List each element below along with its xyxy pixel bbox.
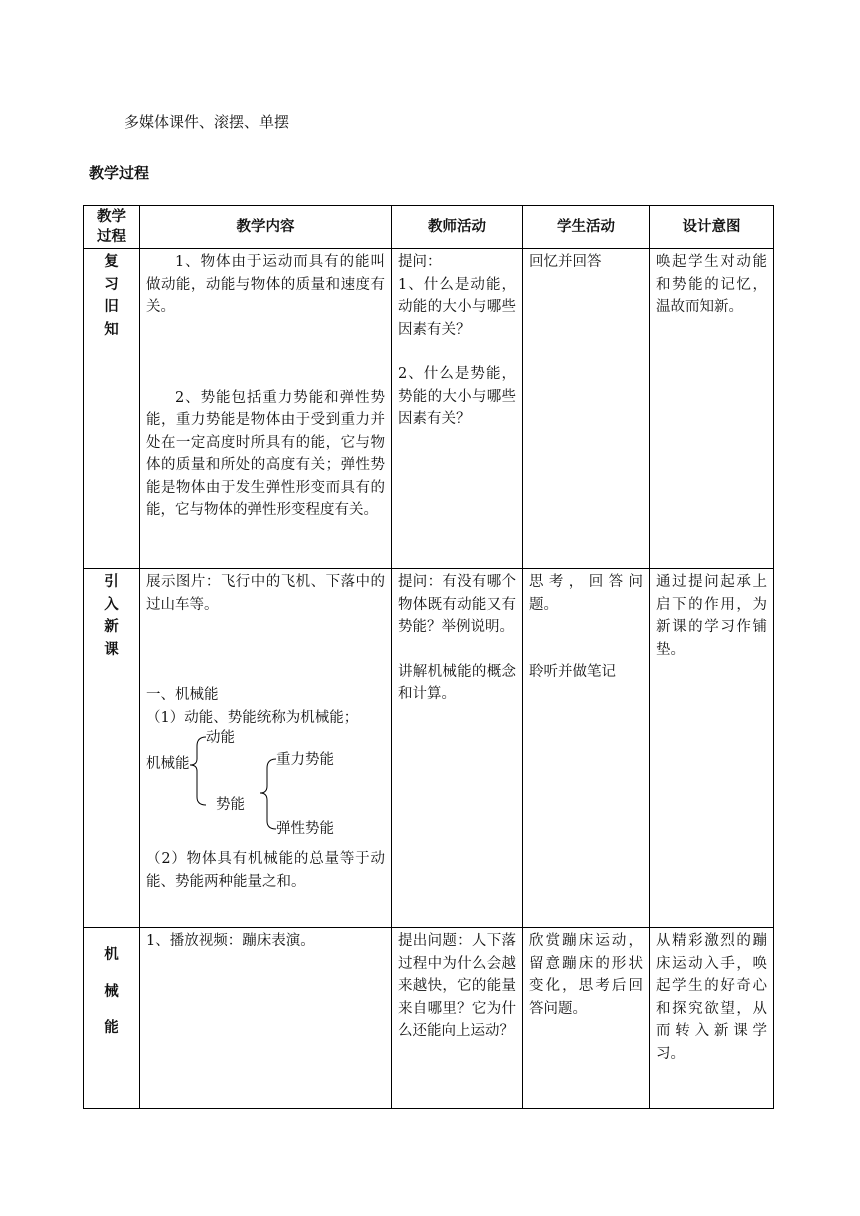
intro-content-2: 一、机械能 bbox=[146, 687, 219, 703]
energy-diagram bbox=[146, 731, 385, 837]
header-student: 学生活动 bbox=[523, 206, 650, 249]
diagram-potential: 势能 bbox=[216, 797, 245, 813]
energy-teacher: 提出问题：人下落过程中为什么会越来越快，它的能量来自哪里？它为什么还能向上运动？ bbox=[392, 928, 523, 1109]
review-content-1: 1、物体由于运动而具有的能叫做动能，动能与物体的质量和速度有关。 bbox=[146, 254, 385, 315]
intro-student-2: 聆听并做笔记 bbox=[529, 664, 616, 680]
intro-content-3: （1）动能、势能统称为机械能； bbox=[146, 709, 359, 726]
diagram-gravitational: 重力势能 bbox=[276, 752, 334, 768]
intro-intent: 通过提问起承上启下的作用，为新课的学习作铺垫。 bbox=[650, 569, 774, 928]
review-content bbox=[140, 249, 392, 569]
review-teacher-q1: 1、什么是动能，动能的大小与哪些因素有关？ bbox=[398, 276, 516, 338]
intro-teacher bbox=[392, 569, 523, 928]
intro-content-1: 展示图片：飞行中的飞机、下落中的过山车等。 bbox=[146, 574, 385, 613]
review-teacher-q2: 2、什么是势能，势能的大小与哪些因素有关？ bbox=[398, 366, 516, 427]
energy-intent: 从精彩激烈的蹦床运动入手，唤起学生的好奇心和探究欲望，从而转入新课学习。 bbox=[650, 928, 774, 1109]
header-intent: 设计意图 bbox=[650, 206, 774, 249]
review-teacher-label: 提问： bbox=[398, 254, 442, 270]
energy-student: 欣赏蹦床运动，留意蹦床的形状变化，思考后回答问题。 bbox=[523, 928, 650, 1109]
table-row-energy bbox=[84, 928, 774, 1109]
intro-teacher-2: 讲解机械能的概念和计算。 bbox=[398, 663, 516, 702]
intro-student bbox=[523, 569, 650, 928]
header-teacher: 教师活动 bbox=[392, 206, 523, 249]
lesson-table bbox=[83, 205, 774, 1109]
diagram-braces bbox=[146, 731, 386, 837]
table-header-row bbox=[84, 206, 774, 249]
section-heading: 教学过程 bbox=[89, 164, 150, 182]
stage-intro: 引 入 新 课 bbox=[84, 569, 140, 928]
diagram-elastic: 弹性势能 bbox=[276, 821, 334, 837]
diagram-root: 机械能 bbox=[146, 756, 190, 772]
energy-content: 1、播放视频：蹦床表演。 bbox=[140, 928, 392, 1109]
stage-review: 复 习 旧 知 bbox=[84, 249, 140, 569]
header-content: 教学内容 bbox=[140, 206, 392, 249]
intro-content bbox=[140, 569, 392, 928]
review-teacher bbox=[392, 249, 523, 569]
intro-teacher-1: 提问：有没有哪个物体既有动能又有势能？举例说明。 bbox=[398, 574, 516, 635]
diagram-kinetic: 动能 bbox=[206, 730, 235, 746]
review-student: 回忆并回答 bbox=[523, 249, 650, 569]
intro-content-4: （2）物体具有机械能的总量等于动能、势能两种能量之和。 bbox=[146, 851, 385, 890]
intro-student-1: 思考，回答问题。 bbox=[529, 574, 643, 613]
materials-text: 多媒体课件、滚摆、单摆 bbox=[124, 113, 290, 131]
review-intent: 唤起学生对动能和势能的记忆，温故而知新。 bbox=[650, 249, 774, 569]
review-content-2: 2、势能包括重力势能和弹性势能，重力势能是物体由于受到重力并处在一定高度时所具有的能，它与物体的质量和所处的高度有关；弹性势能是物体由于发生弹性形变而具有的能，它与物体的弹性形变程度有关。 bbox=[146, 389, 385, 518]
table-row-intro bbox=[84, 569, 774, 928]
stage-energy: 机 械 能 bbox=[84, 928, 140, 1109]
table-row-review bbox=[84, 249, 774, 569]
header-stage: 教学 过程 bbox=[84, 206, 140, 249]
